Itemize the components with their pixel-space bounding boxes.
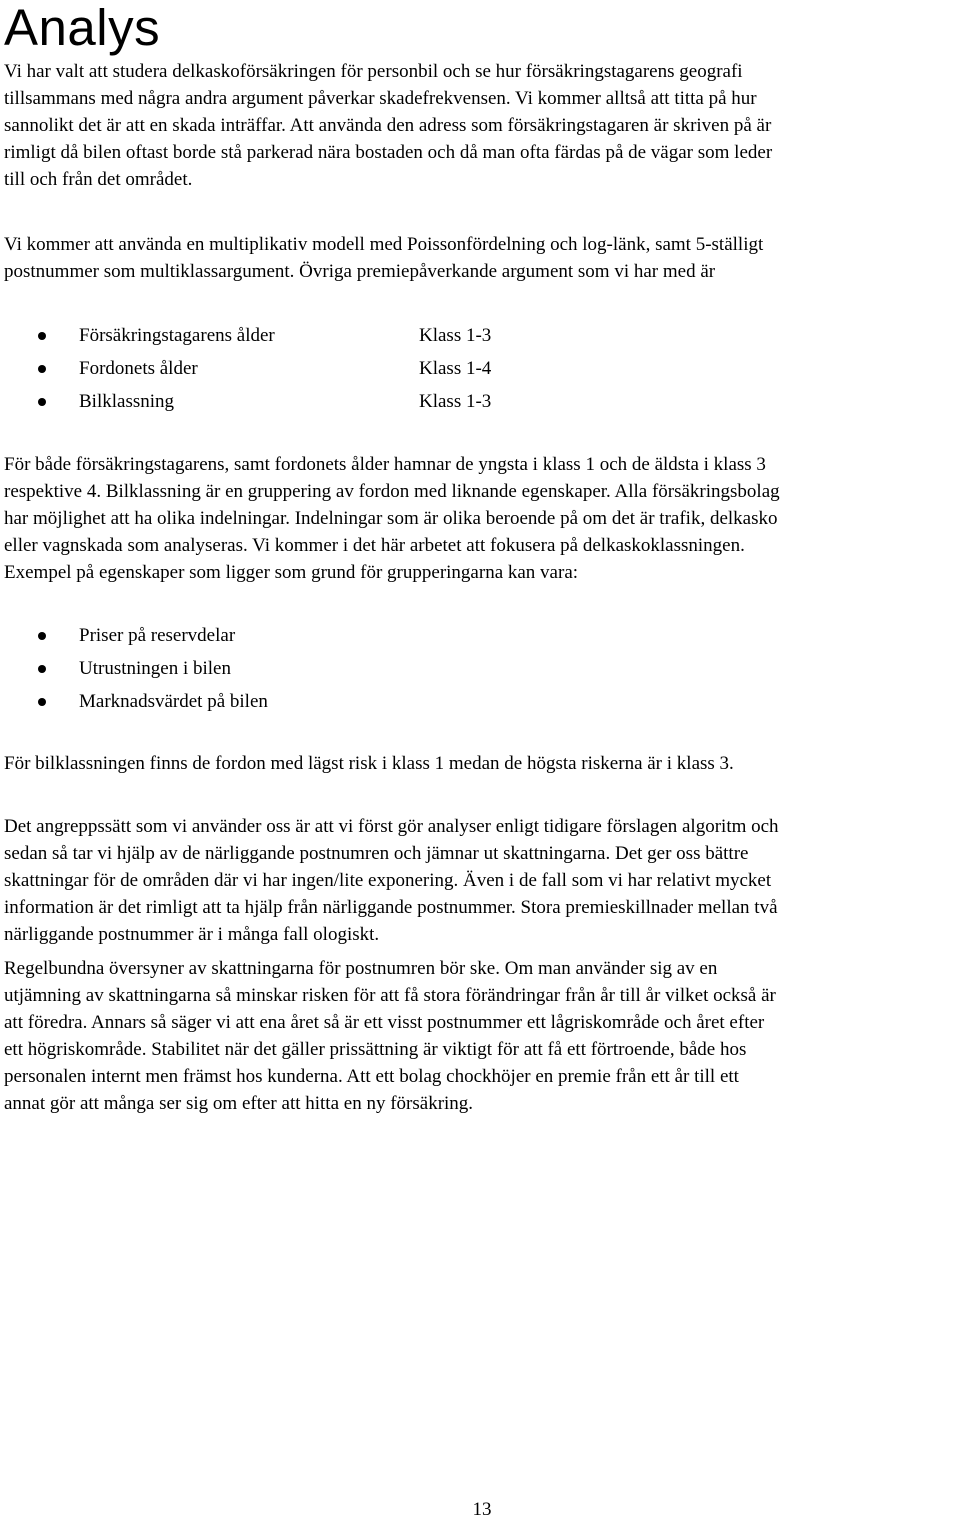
text-line: respektive 4. Bilklassning är en gruppering av fordon med liknande egenskaper. Alla försäkringsbolag [4, 481, 780, 502]
text-line: Vi kommer att använda en multiplikativ modell med Poissonfördelning och log-länk, samt 5-ställigt [4, 234, 764, 255]
bullet-icon [38, 665, 46, 673]
paragraph-bilklassning [4, 750, 960, 777]
text-line: ett högriskområde. Stabilitet när det gäller prissättning är viktigt för att få ett förtroende, både hos [4, 1039, 747, 1060]
text-line: tillsammans med några andra argument påverkar skadefrekvensen. Vi kommer alltså att titta på hur [4, 88, 757, 109]
argument-classes: Klass 1-4 [419, 358, 492, 379]
text-line: För både försäkringstagarens, samt fordonets ålder hamnar de yngsta i klass 1 och de äldsta i klass 3 [4, 454, 766, 475]
text-line: skattningar för de områden där vi har ingen/lite exponering. Även i de fall som vi har relativt mycket [4, 870, 772, 891]
page-number: 13 [472, 1499, 492, 1520]
example-label: Marknadsvärdet på bilen [79, 691, 268, 712]
argument-label: Bilklassning [79, 391, 175, 412]
text-line: eller vagnskada som analyseras. Vi kommer i det här arbetet att fokusera på delkaskoklassningen. [4, 535, 745, 556]
argument-label: Fordonets ålder [79, 358, 198, 379]
bullet-icon [38, 332, 46, 340]
text-line: information är det rimligt att ta hjälp från närliggande postnummer. Stora premieskillnader mellan två [4, 897, 778, 918]
example-label: Priser på reservdelar [79, 625, 236, 646]
text-line: annat gör att många ser sig om efter att hitta en ny försäkring. [4, 1093, 474, 1114]
section-heading: Analys [4, 0, 161, 56]
paragraph-review [4, 955, 960, 1117]
argument-classes: Klass 1-3 [419, 325, 492, 346]
text-line: rimligt då bilen oftast borde stå parkerad nära bostaden och då man ofta färdas på de vägar som leder [4, 142, 773, 163]
bullet-icon [38, 398, 46, 406]
text-line: personalen internt men främst hos kunderna. Att ett bolag chockhöjer en premie från ett år till ett [4, 1066, 739, 1087]
example-label: Utrustningen i bilen [79, 658, 231, 679]
text-line: närliggande postnummer är i många fall ologiskt. [4, 924, 380, 945]
text-line: utjämning av skattningarna så minskar risken för att få stora förändringar från år till år vilket också är [4, 985, 776, 1006]
text-line: sedan så tar vi hjälp av de närliggande postnumren och jämnar ut skattningarna. Det ger oss bättre [4, 843, 749, 864]
text-line: För bilklassningen finns de fordon med lägst risk i klass 1 medan de högsta riskerna är i klass 3. [4, 753, 734, 774]
bullet-icon [38, 698, 46, 706]
argument-classes: Klass 1-3 [419, 391, 492, 412]
paragraph-classes [4, 451, 960, 586]
text-line: Vi har valt att studera delkaskoförsäkringen för personbil och se hur försäkringstagarens geografi [4, 61, 743, 82]
paragraph-approach [4, 813, 960, 948]
argument-label: Försäkringstagarens ålder [79, 325, 275, 346]
text-line: till och från det området. [4, 169, 193, 190]
text-line: postnummer som multiklassargument. Övriga premiepåverkande argument som vi har med är [4, 261, 716, 282]
bullet-icon [38, 632, 46, 640]
text-line: att föredra. Annars så säger vi att ena året så är ett visst postnummer ett lågriskområde och året efter [4, 1012, 765, 1033]
text-line: Det angreppssätt som vi använder oss är att vi först gör analyser enligt tidigare förslagen algoritm och [4, 816, 779, 837]
text-line: har möjlighet att ha olika indelningar. Indelningar som är olika beroende på om det är trafik, delkasko [4, 508, 778, 529]
bullet-icon [38, 365, 46, 373]
text-line: Regelbundna översyner av skattningarna för postnumren bör ske. Om man använder sig av en [4, 958, 718, 979]
paragraph-intro [4, 58, 960, 193]
text-line: sannolikt det är att en skada inträffar. Att använda den adress som försäkringstagaren är skriven på är [4, 115, 772, 136]
text-line: Exempel på egenskaper som ligger som grund för grupperingarna kan vara: [4, 562, 579, 583]
paragraph-model [4, 231, 960, 285]
